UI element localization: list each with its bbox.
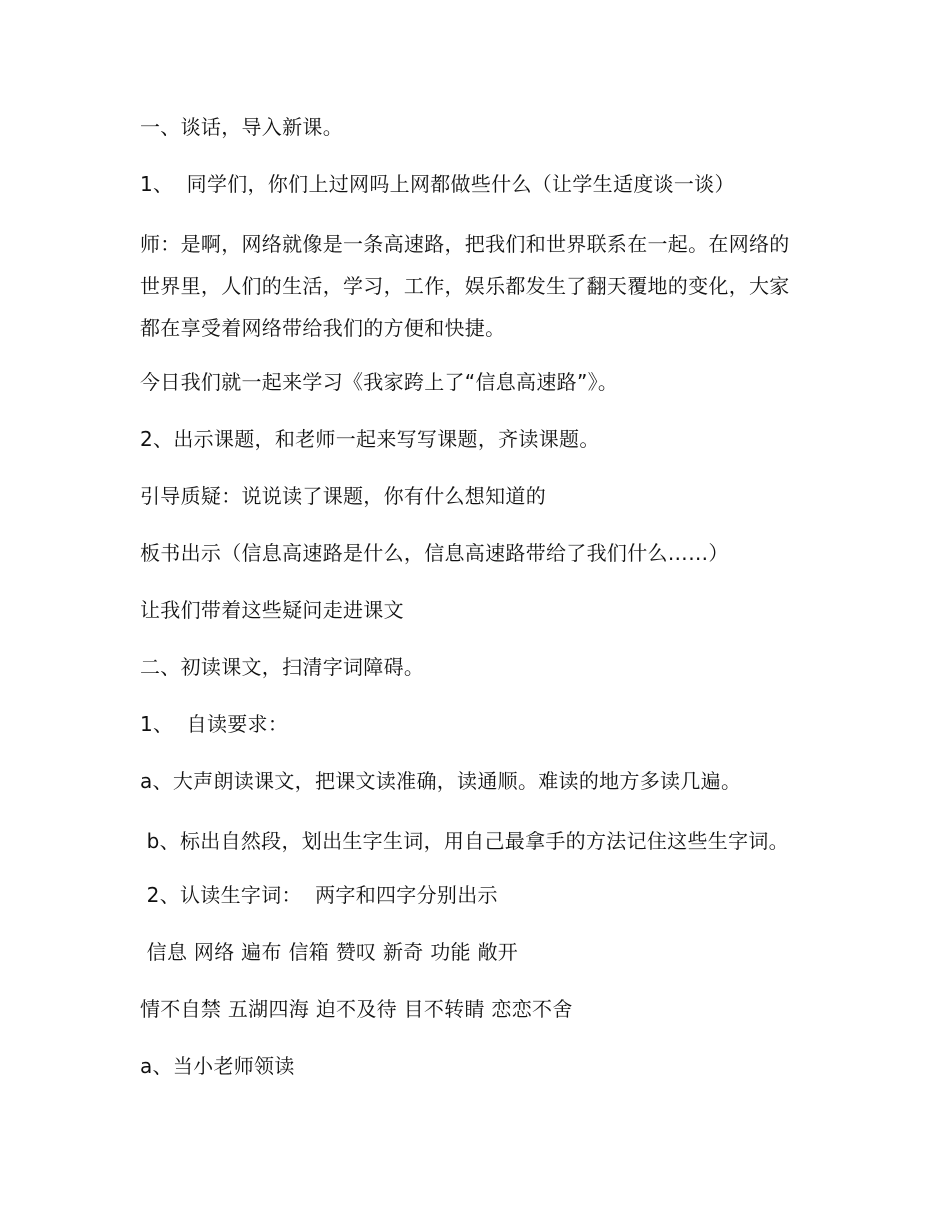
text-line: a、大声朗读课文，把课文读准确，读通顺。难读的地方多读几遍。 <box>140 769 742 793</box>
text-paragraph: 师：是啊，网络就像是一条高速路，把我们和世界联系在一起。在网络的世界里，人们的生活，学习，工作，娱乐都发生了翻天覆地的变化，大家都在享受着网络带给我们的方便和快捷。 <box>140 232 790 340</box>
heading-section-2: 二、初读课文，扫清字词障碍。 <box>140 655 425 679</box>
text-line: 2、认读生字词： 两字和四字分别出示 <box>140 883 498 907</box>
text-line: 2、出示课题，和老师一起来写写课题，齐读课题。 <box>140 427 600 451</box>
text-line: 1、 同学们，你们上过网吗上网都做些什么（让学生适度谈一谈） <box>140 172 735 196</box>
heading-section-1: 一、谈话，导入新课。 <box>140 115 343 139</box>
text-line: 引导质疑：说说读了课题，你有什么想知道的 <box>140 484 546 508</box>
text-line: 1、 自读要求： <box>140 712 289 736</box>
text-line: 板书出示（信息高速路是什么，信息高速路带给了我们什么……） <box>140 541 729 565</box>
word-list-two-char: 信息 网络 遍布 信箱 赞叹 新奇 功能 敞开 <box>140 940 519 964</box>
text-line: 让我们带着这些疑问走进课文 <box>140 598 404 622</box>
word-list-four-char: 情不自禁 五湖四海 迫不及待 目不转睛 恋恋不舍 <box>140 997 573 1021</box>
text-line: 今日我们就一起来学习《我家跨上了“信息高速路”》。 <box>140 370 619 394</box>
text-paragraph: b、标出自然段，划出生字生词，用自己最拿手的方法记住这些生字词。 <box>140 829 789 853</box>
text-line: a、当小老师领读 <box>140 1054 295 1078</box>
